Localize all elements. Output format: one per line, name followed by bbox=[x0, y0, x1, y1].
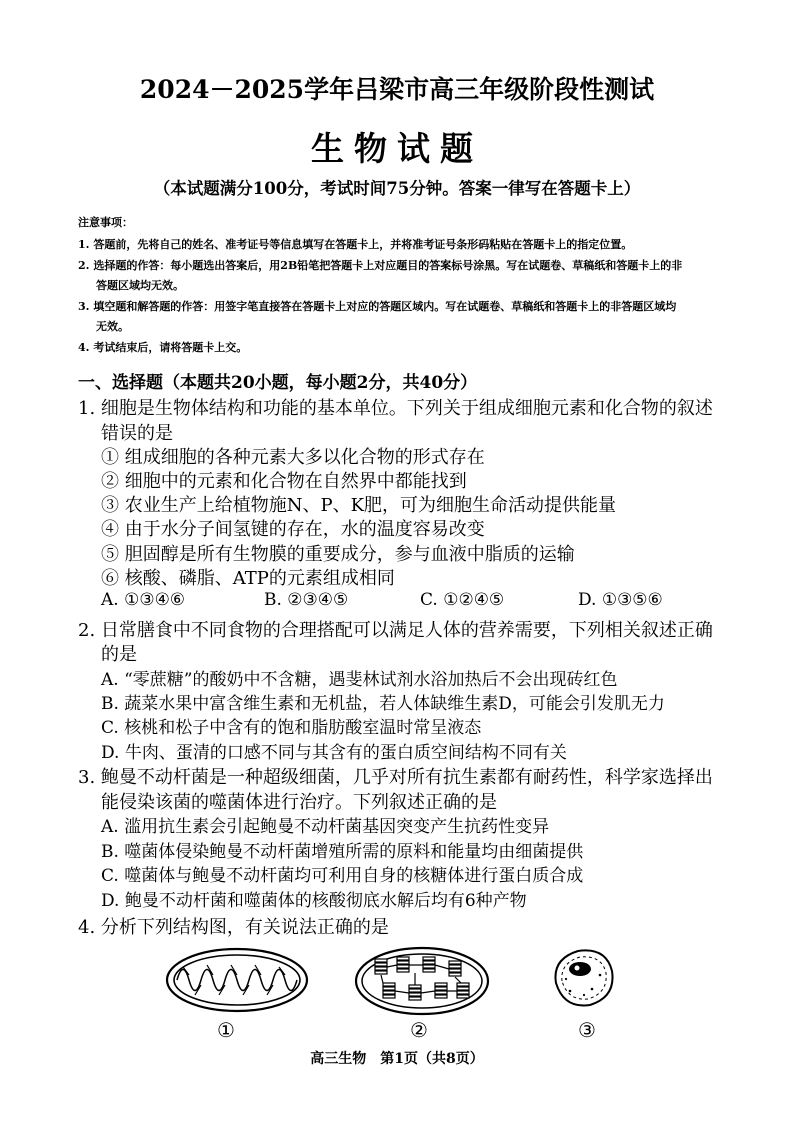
q1-statement-6: ⑥ 核酸、磷脂、ATP的元素组成相同 bbox=[101, 568, 395, 589]
note-4: 4. 考试结束后，请将答题卡上交。 bbox=[78, 341, 248, 354]
q1-option-c: C. ①②④⑤ bbox=[420, 590, 505, 610]
figure-label-3: ③ bbox=[578, 1018, 596, 1042]
q2-option-b: B. 蔬菜水果中富含维生素和无机盐，若人体缺维生素D，可能会引发肌无力 bbox=[101, 694, 665, 714]
q1-option-d: D. ①③⑤⑥ bbox=[578, 590, 663, 610]
q2-stem-cont: 的是 bbox=[101, 644, 137, 665]
q3-option-a: A. 滥用抗生素会引起鲍曼不动杆菌基因突变产生抗药性变异 bbox=[101, 817, 550, 837]
q1-option-a: A. ①③④⑥ bbox=[101, 590, 186, 610]
page-footer: 高三生物 第1页（共8页） bbox=[310, 1051, 484, 1067]
q3-option-c: C. 噬菌体与鲍曼不动杆菌均可利用自身的核糖体进行蛋白质合成 bbox=[101, 866, 584, 886]
q2-option-c: C. 核桃和松子中含有的饱和脂肪酸室温时常呈液态 bbox=[101, 718, 482, 738]
q1-statement-1: ① 组成细胞的各种元素大多以化合物的形式存在 bbox=[101, 447, 485, 468]
q2-stem: 2. 日常膳食中不同食物的合理搭配可以满足人体的营养需要，下列相关叙述正确 bbox=[78, 620, 713, 641]
q4-stem: 4. 分析下列结构图，有关说法正确的是 bbox=[78, 917, 389, 938]
note-3: 3. 填空题和解答题的作答：用签字笔直接答在答题卡上对应的答题区域内。写在试题卷、草稿纸和答题卡上的非答题区域均 bbox=[78, 300, 677, 313]
exam-title: 2024－2025学年吕梁市高三年级阶段性测试 bbox=[139, 75, 655, 104]
figure-label-2: ② bbox=[410, 1018, 428, 1042]
q1-statement-2: ② 细胞中的元素和化合物在自然界中都能找到 bbox=[101, 471, 467, 492]
q1-statement-5: ⑤ 胆固醇是所有生物膜的重要成分，参与血液中脂质的运输 bbox=[101, 544, 575, 565]
q1-stem: 1. 细胞是生物体结构和功能的基本单位。下列关于组成细胞元素和化合物的叙述 bbox=[78, 398, 713, 419]
mitochondrion-figure bbox=[163, 945, 311, 1015]
notes-heading: 注意事项： bbox=[78, 216, 133, 229]
section-heading: 一、选择题（本题共20小题，每小题2分，共40分） bbox=[78, 373, 478, 393]
q3-stem: 3. 鲍曼不动杆菌是一种超级细菌，几乎对所有抗生素都有耐药性，科学家选择出 bbox=[78, 767, 713, 788]
q1-option-b: B. ②③④⑤ bbox=[264, 590, 349, 610]
note-2-cont: 答题区域均无效。 bbox=[96, 279, 184, 292]
q3-option-d: D. 鲍曼不动杆菌和噬菌体的核酸彻底水解后均有6种产物 bbox=[101, 891, 527, 911]
chloroplast-figure bbox=[353, 945, 491, 1017]
note-1: 1. 答题前，先将自己的姓名、准考证号等信息填写在答题卡上，并将准考证号条形码粘贴在答题卡上的指定位置。 bbox=[78, 238, 633, 251]
note-2: 2. 选择题的作答：每小题选出答案后，用2B铅笔把答题卡上对应题目的答案标号涂黑。写在试题卷、草稿纸和答题卡上的非 bbox=[78, 259, 683, 272]
q3-stem-cont: 能侵染该菌的噬菌体进行治疗。下列叙述正确的是 bbox=[101, 792, 497, 813]
subject-title: 生物试题 bbox=[311, 129, 483, 168]
q1-statement-4: ④ 由于水分子间氢键的存在，水的温度容易改变 bbox=[101, 519, 485, 540]
q1-statement-3: ③ 农业生产上给植物施N、P、K肥，可为细胞生命活动提供能量 bbox=[101, 495, 617, 516]
q2-option-d: D. 牛肉、蛋清的口感不同与其含有的蛋白质空间结构不同有关 bbox=[101, 743, 567, 763]
exam-subtitle: （本试题满分100分，考试时间75分钟。答案一律写在答题卡上） bbox=[153, 179, 641, 198]
cell-nucleus-figure bbox=[550, 945, 616, 1009]
note-3-cont: 无效。 bbox=[96, 320, 129, 333]
q1-stem-cont: 错误的是 bbox=[101, 423, 173, 444]
q3-option-b: B. 噬菌体侵染鲍曼不动杆菌增殖所需的原料和能量均由细菌提供 bbox=[101, 842, 584, 862]
figure-label-1: ① bbox=[217, 1018, 235, 1042]
q2-option-a: A. “零蔗糖”的酸奶中不含糖，遇斐林试剂水浴加热后不会出现砖红色 bbox=[101, 670, 618, 690]
